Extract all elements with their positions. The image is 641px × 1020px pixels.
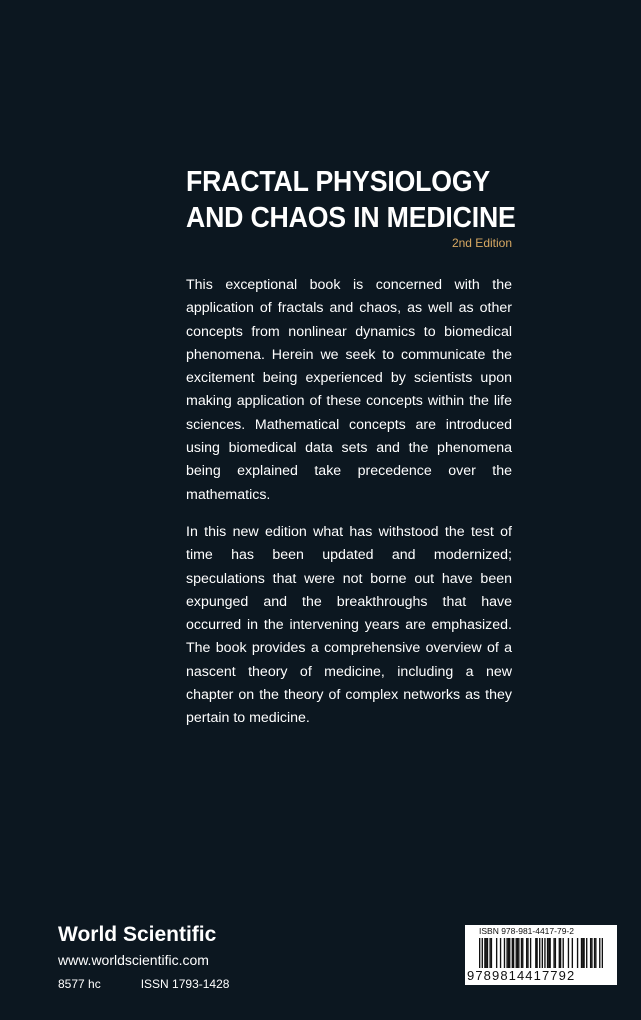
barcode-bar	[577, 938, 578, 968]
barcode-bar	[583, 938, 584, 968]
barcode-bar	[568, 938, 569, 968]
barcode-bar	[522, 938, 523, 968]
barcode-bar	[591, 938, 592, 968]
barcode-bar	[491, 938, 492, 968]
barcode-bar	[559, 938, 560, 968]
barcode-bar	[504, 938, 505, 968]
barcode-bar	[513, 938, 514, 968]
barcode-bar	[553, 938, 554, 968]
barcode-bar	[572, 938, 573, 968]
barcode-bar	[594, 938, 595, 968]
barcode-bar	[506, 938, 507, 968]
edition-label: 2nd Edition	[451, 236, 512, 250]
barcode-bar	[521, 938, 522, 968]
barcode-bar	[555, 938, 556, 968]
barcode-bar	[508, 938, 509, 968]
barcode-bar	[582, 938, 583, 968]
barcode-bar	[496, 938, 497, 968]
description-paragraph-1: This exceptional book is concerned with the application of fractals and chaos, as well as other concepts from nonlinear dynamics to biomedical phenomena. Herein we seek to communicate the excitement being experienced by scientists upon making application of these concepts within the life sciences. Mathematical concepts are introduced using biomedical data sets and the phenomena being explained take precedence over the mathematics.	[186, 277, 512, 503]
barcode-digits: 9789814417792	[467, 968, 576, 983]
barcode-bar	[544, 938, 545, 968]
barcode-bar	[595, 938, 596, 968]
barcode-bar	[486, 938, 487, 968]
issn-number: ISSN 1793-1428	[140, 977, 230, 991]
barcode-bar	[489, 938, 490, 968]
barcode-bar	[484, 938, 485, 968]
barcode-bar	[536, 938, 537, 968]
barcode-bar	[563, 938, 564, 968]
book-description	[186, 274, 512, 745]
publisher-url: www.worldscientific.com	[58, 952, 209, 968]
barcode-bar	[547, 938, 548, 968]
barcode-bar	[518, 938, 519, 968]
book-title	[186, 164, 572, 236]
description-paragraph-2: In this new edition what has withstood the test of time has been updated and modernized; speculations that were not borne out have been expunged and the breakthroughs that have occurred in the intervening years are emphasized. The book provides a comprehensive overview of a nascent theory of medicine, including a new chapter on the theory of complex networks as they pertain to medicine.	[186, 523, 512, 727]
barcode-bar	[479, 938, 480, 968]
barcode-bar	[527, 938, 528, 968]
barcode-bar	[509, 938, 510, 968]
barcode-bar	[487, 938, 488, 968]
catalog-code: 8577 hc	[58, 977, 101, 991]
publisher-block	[58, 922, 229, 993]
barcode-bar	[482, 938, 483, 968]
barcode-bar	[560, 938, 561, 968]
book-title-line-2: AND CHAOS IN MEDICINE	[186, 202, 516, 234]
barcode-bar	[500, 938, 501, 968]
barcode-bar	[542, 938, 543, 968]
publisher-codes	[58, 975, 229, 993]
barcode-bar	[581, 938, 582, 968]
barcode-bar	[516, 938, 517, 968]
isbn-label: ISBN 978-981-4417-79-2	[479, 926, 574, 936]
isbn-barcode	[465, 925, 617, 985]
barcode-bar	[590, 938, 591, 968]
barcode-bar	[586, 938, 587, 968]
book-title-line-1: FRACTAL PHYSIOLOGY	[186, 166, 491, 198]
barcode-bar	[517, 938, 518, 968]
barcode-bar	[599, 938, 600, 968]
barcode-bar	[526, 938, 527, 968]
barcode-bars	[479, 938, 603, 968]
barcode-bar	[530, 938, 531, 968]
barcode-bar	[548, 938, 549, 968]
barcode-bar	[512, 938, 513, 968]
barcode-bar	[539, 938, 540, 968]
barcode-bar	[602, 938, 603, 968]
barcode-bar	[549, 938, 550, 968]
barcode-bar	[535, 938, 536, 968]
publisher-name: World Scientific	[58, 923, 217, 946]
